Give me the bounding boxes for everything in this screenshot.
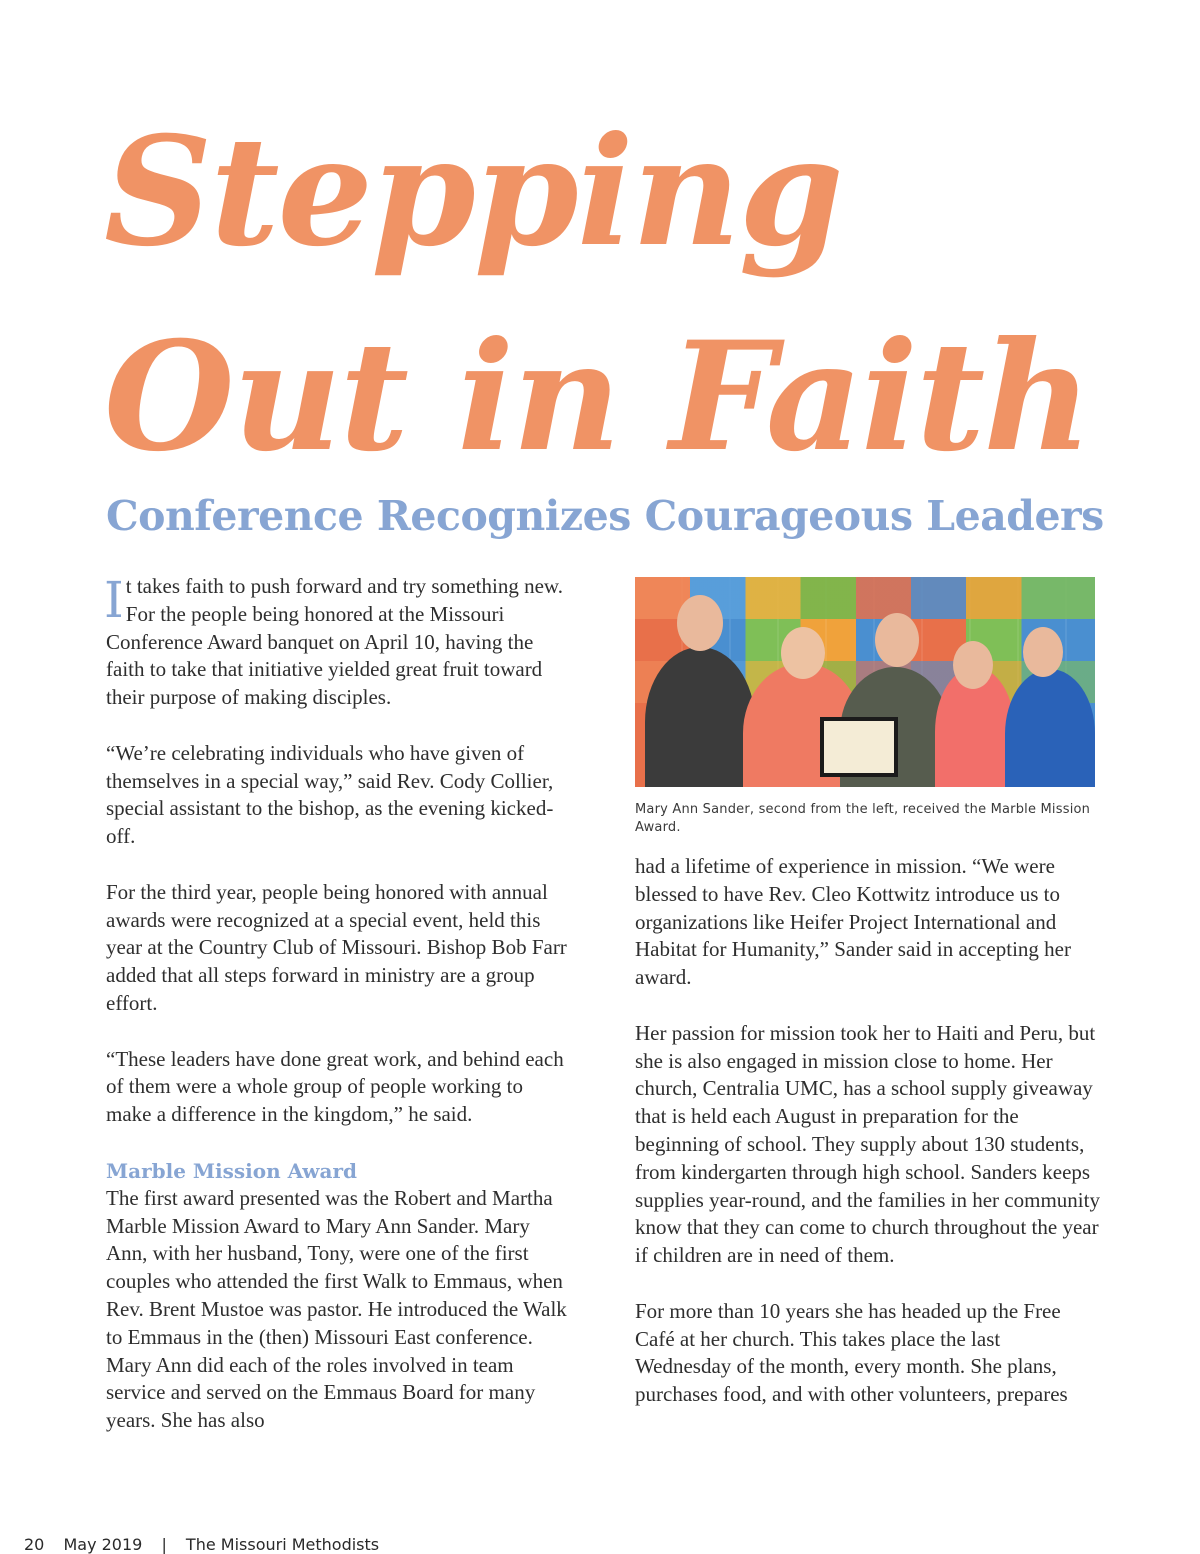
paragraph-third-year: For the third year, people being honored with annual awards were recognized at a special event, held this year at the Country Club of Missouri. Bishop Bob Farr added that all steps forward in ministry are a group effort. <box>106 879 567 1015</box>
person-figure <box>645 647 755 787</box>
person-head <box>953 641 993 689</box>
person-head <box>875 613 919 667</box>
paragraph-quote-farr: “These leaders have done great work, and behind each of them were a whole group of people working to make a difference in the kingdom,” he said. <box>106 1046 564 1127</box>
person-figure <box>1005 669 1095 787</box>
title-line-1: Stepping <box>104 104 842 280</box>
award-photo <box>635 577 1095 787</box>
intro-paragraph <box>106 573 572 712</box>
award-certificate <box>820 717 898 777</box>
paragraph-passion-mission: Her passion for mission took her to Haiti and Peru, but she is also engaged in mission close to home. Her church, Centralia UMC, has a school supply giveaway that is held each August in preparation for the beginning of school. They supply about 130 students, from kindergarten through high school. Sanders keeps supplies year-round, and the families in her community know that they can come to church throughout the year if children are in need of them. <box>635 1020 1100 1268</box>
photo-caption: Mary Ann Sander, second from the left, received the Marble Mission Award. <box>635 802 1091 835</box>
page-number: 20 <box>24 1535 45 1554</box>
right-column <box>635 853 1101 1437</box>
article-title <box>104 90 1090 500</box>
footer-separator: | <box>161 1535 167 1554</box>
section-heading-marble-mission-award: Marble Mission Award <box>106 1158 358 1183</box>
issue-date: May 2019 <box>63 1535 143 1554</box>
publication-name: The Missouri Methodists <box>185 1535 380 1554</box>
left-column <box>106 573 572 1463</box>
page-footer <box>24 1535 393 1554</box>
article-subtitle: Conference Recognizes Courageous Leaders <box>106 492 1104 540</box>
person-head <box>781 627 825 679</box>
person-head <box>677 595 723 651</box>
paragraph-first-award: The first award presented was the Robert and Martha Marble Mission Award to Mary Ann Sander. Mary Ann, with her husband, Tony, were one of the first couples who attended the first Walk to Emmaus, when Rev. Brent Mustoe was pastor. He introduced the Walk to Emmaus in the (then) Missouri East conference. Mary Ann did each of the roles involved in team service and served on the Emmaus Board for many years. She has also <box>106 1185 567 1433</box>
drop-cap: I <box>104 571 124 629</box>
paragraph-free-cafe: For more than 10 years she has headed up the Free Café at her church. This takes place the last Wednesday of the month, every month. She plans, purchases food, and with other volunteers, prepares <box>635 1298 1068 1407</box>
person-head <box>1023 627 1063 677</box>
intro-text: t takes faith to push forward and try something new. For the people being honored at the Missouri Conference Award banquet on April 10, having the faith to take that initiative yielded great fruit toward their purpose of making disciples. <box>106 574 563 710</box>
title-line-2: Out in Faith <box>104 309 1091 485</box>
paragraph-quote-collier: “We’re celebrating individuals who have given of themselves in a special way,” said Rev. Cody Collier, special assistant to the bishop, as the evening kicked-off. <box>106 740 554 849</box>
paragraph-lifetime-mission: had a lifetime of experience in mission. “We were blessed to have Rev. Cleo Kottwitz introduce us to organizations like Heifer Project International and Habitat for Humanity,” Sander said in accepting her award. <box>635 854 1071 990</box>
